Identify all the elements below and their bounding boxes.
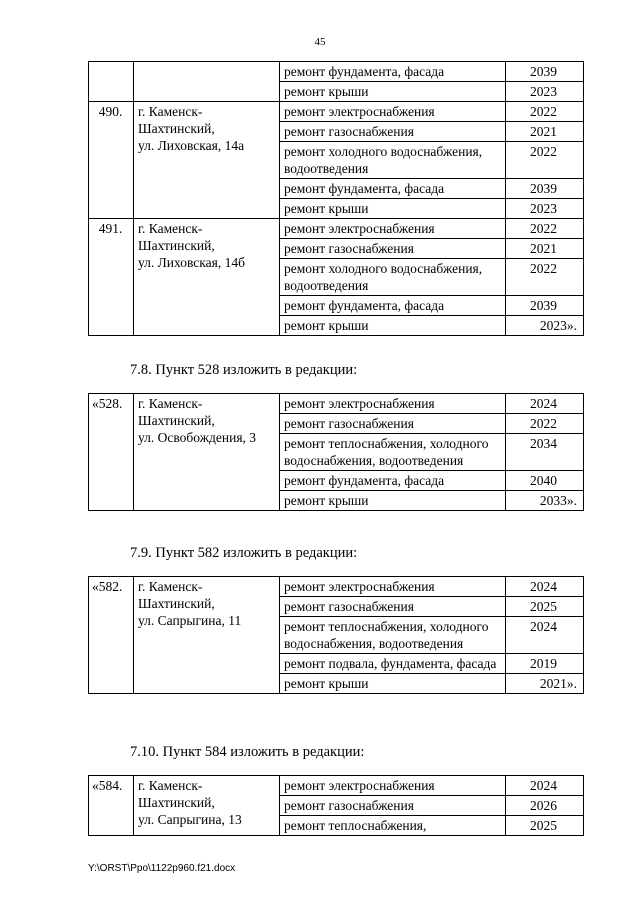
work-cell: ремонт газоснабжения	[280, 122, 506, 142]
year-cell: 2021».	[506, 674, 584, 694]
table-row	[89, 577, 584, 597]
work-cell: ремонт газоснабжения	[280, 796, 506, 816]
work-cell: ремонт электроснабжения	[280, 394, 506, 414]
year-cell: 2021	[506, 239, 584, 259]
number-cell: «582.	[89, 577, 134, 694]
work-cell: ремонт подвала, фундамента, фасада	[280, 654, 506, 674]
year-cell: 2033».	[506, 491, 584, 511]
table-row	[89, 394, 584, 414]
paragraph-7-8: 7.8. Пункт 528 изложить в редакции:	[130, 362, 358, 378]
year-cell: 2022	[506, 102, 584, 122]
work-cell: ремонт крыши	[280, 316, 506, 336]
work-cell: ремонт газоснабжения	[280, 414, 506, 434]
work-cell: ремонт электроснабжения	[280, 577, 506, 597]
work-cell: ремонт фундамента, фасада	[280, 471, 506, 491]
work-cell: ремонт электроснабжения	[280, 776, 506, 796]
year-cell: 2039	[506, 179, 584, 199]
paragraph-7-9: 7.9. Пункт 582 изложить в редакции:	[130, 545, 358, 561]
year-cell: 2023	[506, 82, 584, 102]
work-cell: ремонт газоснабжения	[280, 239, 506, 259]
works-table-top	[88, 61, 584, 336]
work-cell: ремонт теплоснабжения, холодного водоснабжения, водоотведения	[280, 434, 506, 471]
work-cell: ремонт фундамента, фасада	[280, 62, 506, 82]
year-cell: 2022	[506, 259, 584, 296]
work-cell: ремонт крыши	[280, 491, 506, 511]
year-cell: 2024	[506, 394, 584, 414]
work-cell: ремонт электроснабжения	[280, 219, 506, 239]
year-cell: 2023	[506, 199, 584, 219]
year-cell: 2024	[506, 577, 584, 597]
year-cell: 2034	[506, 434, 584, 471]
address-cell: г. Каменск- Шахтинский, ул. Лиховская, 14б	[134, 219, 280, 336]
year-cell: 2022	[506, 142, 584, 179]
year-cell: 2021	[506, 122, 584, 142]
work-cell: ремонт крыши	[280, 82, 506, 102]
address-cell: г. Каменск- Шахтинский, ул. Лиховская, 14а	[134, 102, 280, 219]
works-table-584	[88, 775, 584, 836]
works-table-528	[88, 393, 584, 511]
year-cell: 2025	[506, 816, 584, 836]
number-cell: «528.	[89, 394, 134, 511]
address-cell: г. Каменск- Шахтинский, ул. Освобождения, 3	[134, 394, 280, 511]
work-cell: ремонт фундамента, фасада	[280, 179, 506, 199]
year-cell: 2025	[506, 597, 584, 617]
number-cell: 490.	[89, 102, 134, 219]
work-cell: ремонт крыши	[280, 199, 506, 219]
page-number: 45	[314, 36, 326, 48]
table-row	[89, 62, 584, 82]
work-cell: ремонт крыши	[280, 674, 506, 694]
paragraph-7-10: 7.10. Пункт 584 изложить в редакции:	[130, 744, 365, 760]
table-row	[89, 776, 584, 796]
work-cell: ремонт фундамента, фасада	[280, 296, 506, 316]
work-cell: ремонт газоснабжения	[280, 597, 506, 617]
work-cell: ремонт теплоснабжения,	[280, 816, 506, 836]
year-cell: 2019	[506, 654, 584, 674]
work-cell: ремонт холодного водоснабжения, водоотведения	[280, 142, 506, 179]
number-cell: 491.	[89, 219, 134, 336]
year-cell: 2024	[506, 617, 584, 654]
number-cell	[89, 62, 134, 102]
year-cell: 2026	[506, 796, 584, 816]
year-cell: 2040	[506, 471, 584, 491]
number-cell: «584.	[89, 776, 134, 836]
year-cell: 2023».	[506, 316, 584, 336]
address-cell	[134, 62, 280, 102]
work-cell: ремонт электроснабжения	[280, 102, 506, 122]
year-cell: 2039	[506, 62, 584, 82]
address-cell: г. Каменск- Шахтинский, ул. Сапрыгина, 11	[134, 577, 280, 694]
table-row	[89, 102, 584, 122]
work-cell: ремонт теплоснабжения, холодного водоснабжения, водоотведения	[280, 617, 506, 654]
year-cell: 2024	[506, 776, 584, 796]
year-cell: 2022	[506, 414, 584, 434]
table-row	[89, 219, 584, 239]
work-cell: ремонт холодного водоснабжения, водоотведения	[280, 259, 506, 296]
year-cell: 2022	[506, 219, 584, 239]
year-cell: 2039	[506, 296, 584, 316]
works-table-582	[88, 576, 584, 694]
file-path-footer: Y:\ORST\Ppo\1122p960.f21.docx	[88, 863, 236, 874]
address-cell: г. Каменск- Шахтинский, ул. Сапрыгина, 13	[134, 776, 280, 836]
